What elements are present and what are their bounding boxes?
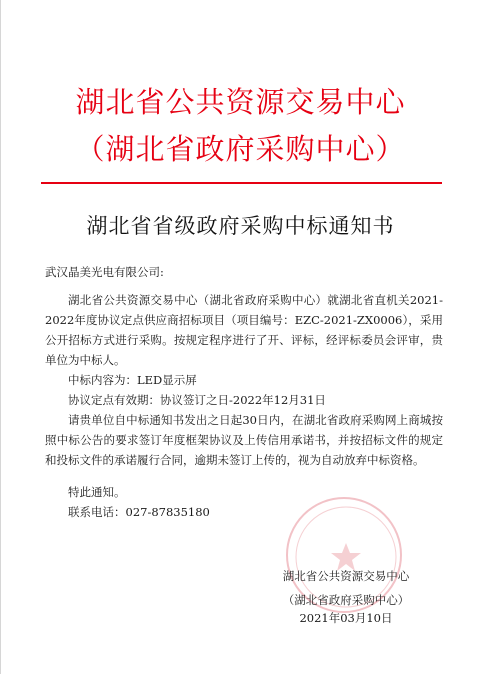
body-paragraph-1: 湖北省公共资源交易中心（湖北省政府采购中心）就湖北省直机关2021-2022年度协议定点供应商招标项目（项目编号：EZC-2021-ZX0006），采用公开招标方式进行采购。按规定程序进行了开、评标，经评标委员会评审，贵单位为中标人。 (45, 293, 443, 367)
red-divider (41, 182, 442, 184)
validity-period: 协议定点有效期：协议签订之日-2022年12月31日 (68, 393, 326, 407)
recipient-name: 武汉晶美光电有限公司: (45, 265, 164, 279)
contact-phone: 联系电话：027-87835180 (68, 505, 210, 519)
org-name-line2: （湖北省政府采购中心） (75, 132, 406, 166)
signature-org-sub: （湖北省政府采购中心） (282, 593, 410, 607)
body-paragraph-4: 请贵单位自中标通知书发出之日起30日内，在湖北省政府采购网上商城按照中标公告的要求签订年度框架协议及上传信用承诺书，并按招标文件的规定和投标文件的承诺履行合同，逾期未签订上传的，视为自动放弃中标资格。 (45, 413, 443, 467)
org-name-line1: 湖北省公共资源交易中心 (75, 85, 406, 119)
award-content: 中标内容为：LED显示屏 (68, 373, 197, 387)
signature-date: 2021年03月10日 (299, 611, 393, 625)
document-title: 湖北省省级政府采购中标通知书 (86, 214, 395, 238)
signature-org: 湖北省公共资源交易中心 (282, 569, 410, 583)
closing-remark: 特此通知。 (68, 485, 126, 499)
